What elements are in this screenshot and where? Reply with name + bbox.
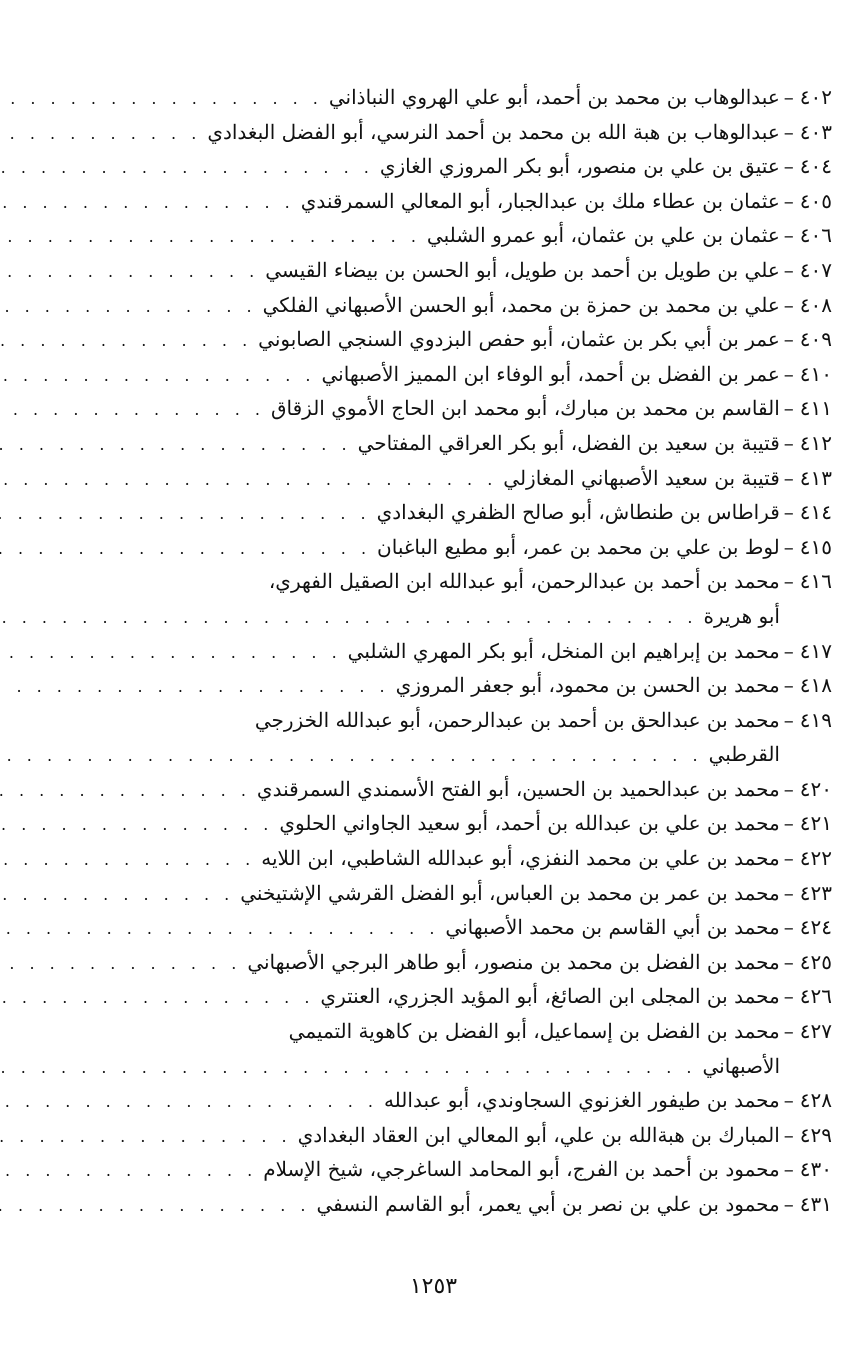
- entry-dash: –: [783, 569, 794, 594]
- index-entry: [92, 634, 832, 669]
- dot-leader: [0, 947, 241, 982]
- entry-title: عمر بن الفضل بن أحمد، أبو الوفاء ابن المميز الأصبهاني: [321, 361, 780, 386]
- entry-number: ٤١٧: [799, 638, 832, 663]
- entry-title: محمد بن أبي القاسم بن محمد الأصبهاني: [445, 915, 780, 940]
- dot-leader: [0, 1085, 378, 1120]
- index-entry: [92, 115, 832, 150]
- entry-title: عمر بن أبي بكر بن عثمان، أبو حفص البزدوي السنجي الصابوني: [258, 327, 780, 352]
- entry-title: عثمان بن علي بن عثمان، أبو عمرو الشلبي: [426, 223, 780, 248]
- entry-title: عبدالوهاب بن هبة الله بن محمد بن أحمد النرسي، أبو الفضل البغدادي: [207, 119, 780, 144]
- entry-title: قتيبة بن سعيد الأصبهاني المغازلي: [503, 465, 780, 490]
- index-entry: [92, 530, 832, 565]
- entry-number: ٤٢٩: [799, 1122, 832, 1147]
- index-entry: [92, 703, 832, 738]
- index-entry-continuation: [92, 599, 832, 634]
- index-entry: [92, 1083, 832, 1118]
- entry-number: ٤١٩: [799, 707, 832, 732]
- entry-number: ٤٢٦: [799, 984, 832, 1009]
- entry-number: ٤٠٧: [799, 257, 832, 282]
- entry-dash: –: [783, 154, 794, 179]
- dot-leader: [0, 359, 316, 394]
- index-entry: [92, 461, 832, 496]
- dot-leader: [0, 808, 273, 843]
- entry-dash: –: [783, 673, 794, 698]
- dot-leader: [0, 290, 257, 325]
- entry-dash: –: [783, 1157, 794, 1182]
- entry-title: محمد بن علي بن عبدالله بن أحمد، أبو سعيد الجاواني الحلوي: [279, 811, 780, 836]
- index-entry: [92, 1187, 832, 1222]
- entry-number: ٤٢٣: [799, 880, 832, 905]
- index-entry: [92, 357, 832, 392]
- entry-title: المبارك بن هبةالله بن علي، أبو المعالي ابن العقاد البغدادي: [297, 1122, 780, 1147]
- entry-dash: –: [783, 534, 794, 559]
- entry-title: قتيبة بن سعيد بن الفضل، أبو بكر العراقي المفتاحي: [357, 430, 780, 455]
- entry-number: ٤٢٠: [799, 776, 832, 801]
- entry-number: ٤١٢: [799, 430, 832, 455]
- index-entry: [92, 979, 832, 1014]
- entry-title-continuation: أبو هريرة: [703, 603, 780, 628]
- entry-number: ٤٣٠: [799, 1157, 832, 1182]
- entry-number: ٤١١: [799, 396, 832, 421]
- dot-leader: [0, 981, 314, 1016]
- dot-leader: [0, 497, 371, 532]
- entry-dash: –: [783, 776, 794, 801]
- dot-leader: [0, 186, 295, 221]
- entry-dash: –: [783, 292, 794, 317]
- dot-leader: [0, 878, 234, 913]
- entry-title: لوط بن علي بن محمد بن عمر، أبو مطيع الباغبان: [377, 534, 780, 559]
- entry-dash: –: [783, 1019, 794, 1044]
- dot-leader: [0, 532, 371, 567]
- index-entry: [92, 668, 832, 703]
- entry-number: ٤١٤: [799, 500, 832, 525]
- entry-title-continuation: القرطبي: [708, 742, 780, 767]
- entry-number: ٤٢٤: [799, 915, 832, 940]
- dot-leader: [0, 1154, 257, 1189]
- entry-title: محمد بن عبدالحق بن أحمد بن عبدالرحمن، أبو عبدالله الخزرجي: [254, 707, 780, 732]
- index-entry: [92, 1118, 832, 1153]
- entry-title: محمد بن عبدالحميد بن الحسين، أبو الفتح الأسمندي السمرقندي: [256, 776, 780, 801]
- index-entry: [92, 1152, 832, 1187]
- entry-dash: –: [783, 638, 794, 663]
- entry-dash: –: [783, 119, 794, 144]
- dot-leader: [0, 774, 251, 809]
- entry-dash: –: [783, 500, 794, 525]
- index-entry: [92, 184, 832, 219]
- dot-leader: [0, 601, 698, 636]
- index-entry: [92, 910, 832, 945]
- entry-title: محمد بن علي بن محمد النفزي، أبو عبدالله الشاطبي، ابن اللايه: [261, 846, 780, 871]
- entry-number: ٤٢١: [799, 811, 832, 836]
- index-entry: [92, 876, 832, 911]
- entry-dash: –: [783, 465, 794, 490]
- entry-dash: –: [783, 1088, 794, 1113]
- entry-dash: –: [783, 915, 794, 940]
- entry-dash: –: [783, 396, 794, 421]
- entry-number: ٤٣١: [799, 1192, 832, 1216]
- index-entry: [92, 495, 832, 530]
- index-entry: [92, 426, 832, 461]
- entry-dash: –: [783, 1192, 794, 1216]
- entry-number: ٤١٨: [799, 673, 832, 698]
- entry-number: ٤٠٢: [799, 85, 832, 109]
- dot-leader: [0, 117, 201, 152]
- dot-leader: [0, 151, 374, 186]
- entry-title: محمود بن أحمد بن الفرج، أبو المحامد الساغرجي، شيخ الإسلام: [263, 1157, 780, 1182]
- entry-title: محمد بن عمر بن محمد بن العباس، أبو الفضل القرشي الإشتيخني: [240, 880, 780, 905]
- entry-dash: –: [783, 257, 794, 282]
- index-entry: [92, 564, 832, 599]
- entry-title: محمود بن علي بن نصر بن أبي يعمر، أبو القاسم النسفي: [316, 1192, 780, 1216]
- entry-title: محمد بن الفضل بن إسماعيل، أبو الفضل بن كاهوية التميمي: [288, 1019, 780, 1044]
- entry-dash: –: [783, 327, 794, 352]
- index-entry: [92, 149, 832, 184]
- entry-number: ٤٢٥: [799, 949, 832, 974]
- dot-leader: [0, 1120, 292, 1155]
- dot-leader: [0, 636, 342, 671]
- dot-leader: [0, 739, 703, 774]
- index-entry: [92, 391, 832, 426]
- entry-dash: –: [783, 949, 794, 974]
- index-entry-continuation: [92, 737, 832, 772]
- entry-dash: –: [783, 984, 794, 1009]
- entry-title: محمد بن إبراهيم ابن المنخل، أبو بكر المهري الشلبي: [347, 638, 780, 663]
- entry-number: ٤٠٣: [799, 119, 832, 144]
- index-entry-continuation: [92, 1049, 832, 1084]
- dot-leader: [0, 1189, 310, 1224]
- index-entry: [92, 945, 832, 980]
- entry-dash: –: [783, 430, 794, 455]
- index-entry: [92, 80, 832, 115]
- index-entry: [92, 218, 832, 253]
- entry-dash: –: [783, 188, 794, 213]
- entry-title: علي بن طويل بن أحمد بن طويل، أبو الحسن بن بيضاء القيسي: [265, 257, 780, 282]
- dot-leader: [0, 843, 255, 878]
- index-entry: [92, 322, 832, 357]
- entry-dash: –: [783, 361, 794, 386]
- page-number: ١٢٥٣: [409, 1274, 458, 1299]
- entry-title: عتيق بن علي بن منصور، أبو بكر المروزي الغازي: [379, 154, 780, 179]
- entry-title: محمد بن الفضل بن محمد بن منصور، أبو طاهر البرجي الأصبهاني: [247, 949, 780, 974]
- entry-title: عبدالوهاب بن محمد بن أحمد، أبو علي الهروي النباذاني: [328, 85, 780, 109]
- entry-title-continuation: الأصبهاني: [702, 1053, 780, 1078]
- entry-number: ٤١٥: [799, 534, 832, 559]
- dot-leader: [0, 1051, 696, 1086]
- dot-leader: [0, 324, 252, 359]
- dot-leader: [0, 393, 265, 428]
- dot-leader: [0, 82, 323, 117]
- entry-dash: –: [783, 811, 794, 836]
- entry-number: ٤٠٤: [799, 154, 832, 179]
- dot-leader: [0, 670, 390, 705]
- entry-number: ٤٢٨: [799, 1088, 832, 1113]
- index-entry: [92, 806, 832, 841]
- entry-title: محمد بن المجلى ابن الصائغ، أبو المؤيد الجزري، العنتري: [320, 984, 780, 1009]
- index-entry: [92, 1014, 832, 1049]
- entry-dash: –: [783, 223, 794, 248]
- entry-dash: –: [783, 85, 794, 109]
- index-entry: [92, 288, 832, 323]
- entry-title: علي بن محمد بن حمزة بن محمد، أبو الحسن الأصبهاني الفلكي: [262, 292, 780, 317]
- entry-title: قراطاس بن طنطاش، أبو صالح الظفري البغدادي: [376, 500, 780, 525]
- entry-number: ٤١٠: [799, 361, 832, 386]
- dot-leader: [0, 255, 259, 290]
- entry-title: محمد بن أحمد بن عبدالرحمن، أبو عبدالله ابن الصقيل الفهري،: [268, 569, 780, 594]
- entry-title: محمد بن الحسن بن محمود، أبو جعفر المروزي: [395, 673, 780, 698]
- entry-number: ٤٠٨: [799, 292, 832, 317]
- dot-leader: [0, 912, 439, 947]
- entry-number: ٤٠٦: [799, 223, 832, 248]
- entry-number: ٤٠٩: [799, 327, 832, 352]
- entry-dash: –: [783, 707, 794, 732]
- entry-title: عثمان بن عطاء ملك بن عبدالجبار، أبو المعالي السمرقندي: [300, 188, 780, 213]
- entry-dash: –: [783, 846, 794, 871]
- dot-leader: [0, 463, 497, 498]
- entry-number: ٤٢٧: [799, 1019, 832, 1044]
- entry-number: ٤٢٢: [799, 846, 832, 871]
- index-entry: [92, 841, 832, 876]
- dot-leader: [0, 220, 421, 255]
- entry-number: ٤١٣: [799, 465, 832, 490]
- dot-leader: [0, 428, 352, 463]
- index-entry: [92, 772, 832, 807]
- index-list: [92, 80, 832, 1222]
- entry-number: ٤١٦: [799, 569, 832, 594]
- index-entry: [92, 253, 832, 288]
- entry-title: محمد بن طيفور الغزنوي السجاوندي، أبو عبدالله: [383, 1088, 780, 1113]
- entry-number: ٤٠٥: [799, 188, 832, 213]
- entry-title: القاسم بن محمد بن مبارك، أبو محمد ابن الحاج الأموي الزقاق: [270, 396, 780, 421]
- entry-dash: –: [783, 880, 794, 905]
- entry-dash: –: [783, 1122, 794, 1147]
